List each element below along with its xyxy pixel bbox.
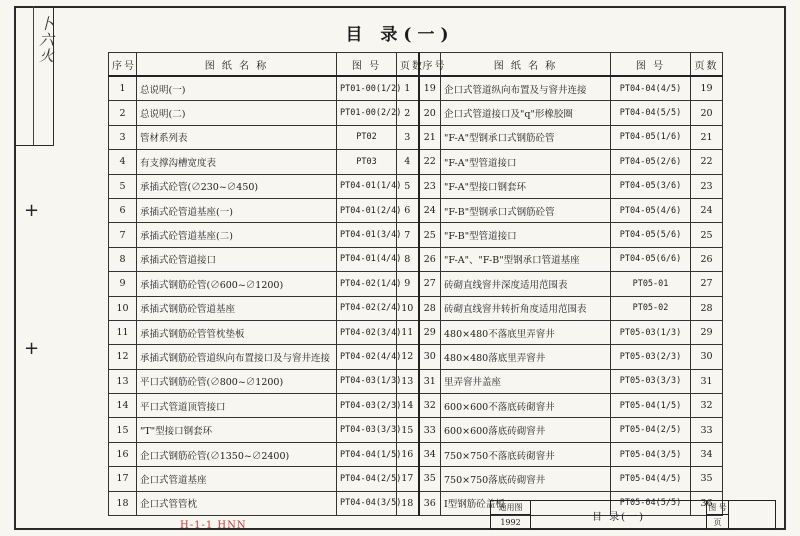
cell-seq-right: 28	[419, 296, 441, 320]
cell-name-left: 承插式砼管道基座(一)	[137, 198, 337, 222]
cell-page-left: 12	[397, 345, 419, 369]
cell-code-left: PT04-04(1/5)	[337, 442, 397, 466]
cell-name-left: 承插式砼管(∅230~∅450)	[137, 174, 337, 198]
cell-page-right: 27	[691, 272, 723, 296]
cell-seq-right: 27	[419, 272, 441, 296]
cell-seq-left: 5	[109, 174, 137, 198]
title-block-year: 1992	[500, 517, 521, 527]
cell-name-right: 里弄窨井盖座	[441, 369, 611, 393]
table-row	[109, 198, 723, 222]
cell-code-right: PT04-05(5/6)	[611, 223, 691, 247]
cell-code-right: PT05-04(4/5)	[611, 467, 691, 491]
cell-seq-right: 30	[419, 345, 441, 369]
cell-code-right: PT05-02	[611, 296, 691, 320]
cell-name-left: 企口式管道基座	[137, 467, 337, 491]
header-seq-right: 序号	[419, 53, 441, 77]
cell-page-right: 35	[691, 467, 723, 491]
cell-code-left: PT04-02(3/4)	[337, 320, 397, 344]
cell-page-left: 17	[397, 467, 419, 491]
cell-code-right: PT05-01	[611, 272, 691, 296]
cell-code-right: PT04-05(2/6)	[611, 150, 691, 174]
cell-seq-right: 19	[419, 76, 441, 101]
cell-name-right: 480×480不落底里弄窨井	[441, 320, 611, 344]
cell-name-left: 承插式钢筋砼管道基座	[137, 296, 337, 320]
cell-seq-left: 11	[109, 320, 137, 344]
red-stamp-text: H-1-1 HNN	[180, 520, 247, 531]
cell-seq-right: 32	[419, 394, 441, 418]
header-page-right: 页数	[691, 53, 723, 77]
cell-page-left: 8	[397, 247, 419, 271]
cell-name-right: 砖砌直线窨井转折角度适用范围表	[441, 296, 611, 320]
cell-name-left: 总说明(一)	[137, 76, 337, 101]
cell-page-left: 5	[397, 174, 419, 198]
table-row	[109, 247, 723, 271]
cell-name-right: "F-A"型钢承口式钢筋砼管	[441, 125, 611, 149]
margin-handwriting: 卜六火	[37, 16, 55, 64]
cell-seq-right: 31	[419, 369, 441, 393]
cell-name-right: 砖砌直线窨井深度适用范围表	[441, 272, 611, 296]
table-row	[109, 150, 723, 174]
title-block-left	[491, 501, 531, 529]
table-row	[109, 76, 723, 101]
cell-name-left: 总说明(二)	[137, 101, 337, 125]
cell-name-right: 600×600落底砖砌窨井	[441, 418, 611, 442]
header-page-left: 页数	[397, 53, 419, 77]
table-header-row	[109, 53, 723, 77]
cell-page-left: 11	[397, 320, 419, 344]
cell-page-right: 23	[691, 174, 723, 198]
cell-code-right: PT04-05(6/6)	[611, 247, 691, 271]
cell-name-left: 有支撑沟槽宽度表	[137, 150, 337, 174]
table-row	[109, 394, 723, 418]
cell-page-left: 2	[397, 101, 419, 125]
table-row	[109, 296, 723, 320]
registration-mark-upper: +	[24, 200, 40, 221]
cell-name-left: 承插式钢筋砼管(∅600~∅1200)	[137, 272, 337, 296]
cell-name-right: 600×600不落底砖砌窨井	[441, 394, 611, 418]
cell-page-left: 18	[397, 491, 419, 515]
cell-code-right: PT04-05(4/6)	[611, 198, 691, 222]
cell-seq-left: 17	[109, 467, 137, 491]
cell-code-left: PT04-03(2/3)	[337, 394, 397, 418]
cell-page-right: 33	[691, 418, 723, 442]
title-block-right	[707, 501, 729, 529]
cell-code-right: PT05-03(1/3)	[611, 320, 691, 344]
cell-page-left: 3	[397, 125, 419, 149]
cell-seq-left: 16	[109, 442, 137, 466]
cell-page-left: 1	[397, 76, 419, 101]
cell-code-left: PT04-02(4/4)	[337, 345, 397, 369]
table-row	[109, 174, 723, 198]
cell-name-left: 承插式钢筋砼管管枕垫板	[137, 320, 337, 344]
cell-seq-right: 34	[419, 442, 441, 466]
cell-name-right: "F-A"、"F-B"型钢承口管道基座	[441, 247, 611, 271]
cell-seq-left: 6	[109, 198, 137, 222]
cell-name-right: I型钢筋砼盖板	[441, 491, 611, 515]
cell-name-left: 承插式钢筋砼管道纵向布置接口及与窨井连接	[137, 345, 337, 369]
cell-seq-right: 35	[419, 467, 441, 491]
cell-page-left: 15	[397, 418, 419, 442]
cell-seq-left: 3	[109, 125, 137, 149]
cell-code-right: PT05-04(3/5)	[611, 442, 691, 466]
cell-seq-left: 13	[109, 369, 137, 393]
contents-table	[108, 52, 723, 516]
cell-seq-right: 29	[419, 320, 441, 344]
cell-code-left: PT04-04(2/5)	[337, 467, 397, 491]
cell-code-right: PT05-04(1/5)	[611, 394, 691, 418]
cell-code-right: PT05-03(2/3)	[611, 345, 691, 369]
cell-seq-right: 26	[419, 247, 441, 271]
cell-name-left: 平口式钢筋砼管(∅800~∅1200)	[137, 369, 337, 393]
cell-seq-left: 2	[109, 101, 137, 125]
cell-page-left: 9	[397, 272, 419, 296]
header-name-left: 图 纸 名 称	[137, 53, 337, 77]
cell-name-left: "T"型接口钢套环	[137, 418, 337, 442]
cell-page-right: 30	[691, 345, 723, 369]
cell-code-right: PT04-04(5/5)	[611, 101, 691, 125]
cell-name-right: "F-A"型管道接口	[441, 150, 611, 174]
cell-page-right: 25	[691, 223, 723, 247]
cell-page-left: 16	[397, 442, 419, 466]
cell-code-left: PT04-01(3/4)	[337, 223, 397, 247]
cell-seq-right: 33	[419, 418, 441, 442]
cell-seq-left: 10	[109, 296, 137, 320]
title-block	[490, 500, 776, 530]
cell-code-right: PT04-05(1/6)	[611, 125, 691, 149]
table-row	[109, 223, 723, 247]
title-block-fig-label: 图 号	[707, 501, 728, 515]
header-code-left: 图 号	[337, 53, 397, 77]
cell-code-left: PT01-00(1/2)	[337, 76, 397, 101]
table-row	[109, 418, 723, 442]
cell-page-right: 20	[691, 101, 723, 125]
header-code-right: 图 号	[611, 53, 691, 77]
cell-seq-right: 20	[419, 101, 441, 125]
title-block-page-label: 页	[713, 517, 722, 527]
table-row	[109, 272, 723, 296]
cell-name-right: 企口式管道接口及"q"形橡胶圈	[441, 101, 611, 125]
cell-code-left: PT04-02(1/4)	[337, 272, 397, 296]
cell-name-left: 承插式砼管道基座(二)	[137, 223, 337, 247]
cell-seq-right: 22	[419, 150, 441, 174]
cell-page-right: 26	[691, 247, 723, 271]
table-row	[109, 345, 723, 369]
cell-seq-right: 36	[419, 491, 441, 515]
cell-code-left: PT04-03(3/3)	[337, 418, 397, 442]
cell-name-left: 承插式砼管道接口	[137, 247, 337, 271]
cell-name-right: 750×750落底砖砌窨井	[441, 467, 611, 491]
cell-page-right: 21	[691, 125, 723, 149]
cell-page-left: 14	[397, 394, 419, 418]
header-name-right: 图 纸 名 称	[441, 53, 611, 77]
cell-seq-left: 15	[109, 418, 137, 442]
cell-code-left: PT04-02(2/4)	[337, 296, 397, 320]
cell-seq-left: 4	[109, 150, 137, 174]
cell-name-right: 企口式管道纵向布置及与窨井连接	[441, 76, 611, 101]
cell-page-left: 7	[397, 223, 419, 247]
cell-page-right: 28	[691, 296, 723, 320]
cell-name-right: 750×750不落底砖砌窨井	[441, 442, 611, 466]
cell-code-left: PT01-00(2/2)	[337, 101, 397, 125]
cell-seq-right: 21	[419, 125, 441, 149]
cell-seq-left: 14	[109, 394, 137, 418]
cell-name-right: "F-B"型管道接口	[441, 223, 611, 247]
cell-seq-left: 9	[109, 272, 137, 296]
cell-name-right: 480×480落底里弄窨井	[441, 345, 611, 369]
cell-seq-left: 7	[109, 223, 137, 247]
header-seq-left: 序号	[109, 53, 137, 77]
cell-code-left: PT04-01(1/4)	[337, 174, 397, 198]
cell-seq-right: 24	[419, 198, 441, 222]
title-block-title: 目 录(一)	[531, 501, 707, 529]
cell-page-right: 29	[691, 320, 723, 344]
cell-seq-left: 18	[109, 491, 137, 515]
cell-code-left: PT04-01(4/4)	[337, 247, 397, 271]
cell-code-left: PT04-04(3/5)	[337, 491, 397, 515]
cell-name-left: 管材系列表	[137, 125, 337, 149]
cell-page-left: 10	[397, 296, 419, 320]
table-row	[109, 320, 723, 344]
cell-name-right: "F-A"型接口钢套环	[441, 174, 611, 198]
cell-name-left: 平口式管道顶管接口	[137, 394, 337, 418]
registration-mark-lower: +	[24, 338, 40, 359]
cell-seq-left: 8	[109, 247, 137, 271]
cell-seq-right: 23	[419, 174, 441, 198]
cell-code-right: PT05-03(3/3)	[611, 369, 691, 393]
title-block-label: 通用图	[491, 501, 530, 515]
cell-code-right: PT05-04(5/5)	[611, 491, 691, 515]
cell-page-right: 24	[691, 198, 723, 222]
cell-page-right: 34	[691, 442, 723, 466]
cell-seq-right: 25	[419, 223, 441, 247]
cell-seq-left: 12	[109, 345, 137, 369]
table-row	[109, 125, 723, 149]
cell-seq-left: 1	[109, 76, 137, 101]
cell-page-right: 19	[691, 76, 723, 101]
cell-page-left: 6	[397, 198, 419, 222]
cell-code-right: PT05-04(2/5)	[611, 418, 691, 442]
cell-name-left: 企口式钢筋砼管(∅1350~∅2400)	[137, 442, 337, 466]
cell-code-left: PT04-01(2/4)	[337, 198, 397, 222]
cell-code-left: PT04-03(1/3)	[337, 369, 397, 393]
cell-code-right: PT04-04(4/5)	[611, 76, 691, 101]
table-row	[109, 442, 723, 466]
table-row	[109, 467, 723, 491]
cell-code-right: PT04-05(3/6)	[611, 174, 691, 198]
cell-page-right: 32	[691, 394, 723, 418]
cell-name-right: "F-B"型钢承口式钢筋砼管	[441, 198, 611, 222]
table-row	[109, 369, 723, 393]
table-row	[109, 101, 723, 125]
page-title: 目 录(一)	[345, 25, 455, 45]
cell-page-left: 4	[397, 150, 419, 174]
cell-name-left: 企口式管管枕	[137, 491, 337, 515]
cell-page-right: 31	[691, 369, 723, 393]
cell-page-right: 22	[691, 150, 723, 174]
cell-code-left: PT02	[337, 125, 397, 149]
cell-code-left: PT03	[337, 150, 397, 174]
cell-page-left: 13	[397, 369, 419, 393]
cell-page-right: 36	[691, 491, 723, 515]
